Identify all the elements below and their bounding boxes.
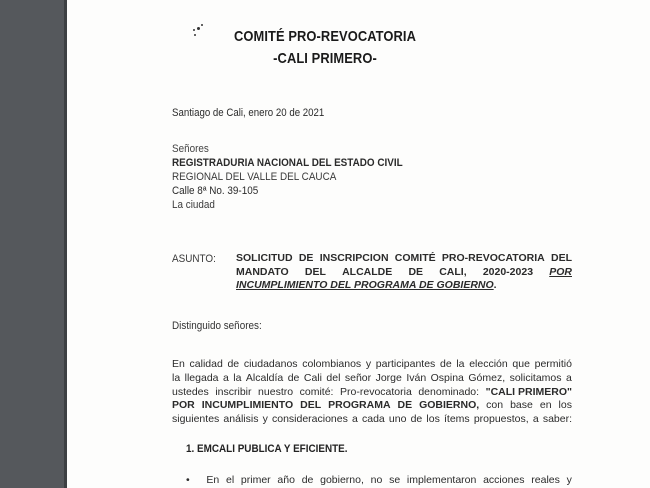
word: En [172,358,185,370]
viewer-side-panel [0,0,66,488]
word: ítems [444,413,470,426]
word: calidad [189,358,223,370]
word: ciudadanos [243,358,298,370]
period: . [493,279,497,291]
word: base [510,399,533,412]
underlined-phrase: INCUMPLIMIENTO DEL PROGRAMA DE GOBIERNO [236,279,494,291]
word: saber: [542,413,572,426]
word: elección [469,358,508,370]
word: a [565,371,572,384]
word: de [301,474,314,486]
paragraph-line-4 [172,399,572,413]
word: señor [344,371,372,384]
word: gobierno, [320,474,364,486]
word: Jorge [375,371,402,384]
word: Iván [406,371,427,384]
word: DE [397,399,413,412]
word: del [326,371,341,384]
word: se [389,474,401,486]
word: inscribir [215,385,252,398]
word: GOBIERNO, [419,399,480,412]
word: reales [531,474,560,486]
word: participantes [375,358,436,370]
bold-name: "CALI PRIMERO" [485,385,572,398]
word: CALI, [439,265,467,278]
bullet-icon: • [186,474,190,486]
word: denominado: [418,385,480,398]
word: de [227,358,240,370]
word: los [558,399,572,412]
word: siguientes [172,413,220,426]
paragraph-line-3 [172,386,572,400]
word: y [262,413,268,426]
recipient-organization: REGISTRADURIA NACIONAL DEL ESTADO CIVIL [172,157,403,169]
word: PROGRAMA [328,399,391,412]
word: que [512,358,530,370]
subject-label: ASUNTO: [172,253,216,265]
word: de [287,371,300,384]
word: 2020-2023 [482,265,534,278]
word: ALCALDE [342,265,393,278]
paragraph-line-1 [172,358,572,372]
word: consideraciones [271,413,348,426]
paragraph-line-5 [172,413,572,427]
date-line: Santiago de Cali, enero 20 de 2021 [172,107,325,119]
word: propuestos, [473,413,529,426]
word: INCUMPLIMIENTO [201,399,294,412]
word: a [532,413,539,426]
word: implementaron [406,474,477,486]
word: a [222,371,229,384]
word: En [206,474,220,486]
recipient-regional: REGIONAL DEL VALLE DEL CAUCA [172,171,337,183]
word: solicitamos [509,371,562,384]
word: la [456,358,465,370]
word: primer [240,474,271,486]
subject-line-1 [236,252,572,266]
bullet-item-1 [186,474,572,486]
word: acciones [483,474,525,486]
word: DEL [551,252,572,264]
word: análisis [223,413,259,426]
word: y [365,358,372,370]
subject-line-3 [236,279,572,293]
word: la [233,371,242,384]
word: SOLICITUD [236,252,293,264]
numbered-item-1: 1. EMCALI PUBLICA Y EFICIENTE. [186,443,348,455]
word: en [539,399,552,412]
word: DE [298,252,314,264]
word: uno [388,413,407,426]
word: MANDATO [236,265,289,278]
word: POR [172,399,195,412]
recipient-city: La ciudad [172,199,215,211]
word: comité: [299,385,334,398]
word: Alcaldía [245,371,284,384]
word: DEL [300,399,322,412]
word: no [370,474,383,486]
word: Cali [303,371,322,384]
word: año [277,474,295,486]
word: los [426,413,440,426]
word: INSCRIPCION [319,252,389,264]
body-paragraph [172,358,572,427]
word: PRO-REVOCATORIA [441,252,545,264]
word: con [486,399,504,412]
word: y [566,474,572,486]
underlined-word: POR [549,265,572,278]
recipient-salutation: Señores [172,143,209,155]
greeting: Distinguido señores: [172,320,262,332]
word: Pro-revocatoria [340,385,412,398]
word: Gómez, [468,371,506,384]
recipient-address: Calle 8ª No. 39-105 [172,185,259,197]
word: permitió [534,358,572,370]
word: ustedes [172,385,209,398]
word: COMITÉ [394,252,436,264]
word: el [226,474,235,486]
word: DE [408,265,424,278]
word: cada [362,413,385,426]
word: Ospina [430,371,464,384]
word: llegada [184,371,219,384]
paragraph-line-2 [172,372,572,386]
word: de [410,413,423,426]
document-subtitle: -CALI PRIMERO- [273,50,377,67]
word: nuestro [258,385,294,398]
subject-line-2 [236,266,572,280]
word: a [352,413,358,426]
document-title: COMITÉ PRO-REVOCATORIA [233,28,417,45]
subject-text [236,252,572,293]
word: la [172,371,181,384]
word: de [439,358,452,370]
word: colombianos [302,358,362,370]
word: DEL [304,265,326,278]
